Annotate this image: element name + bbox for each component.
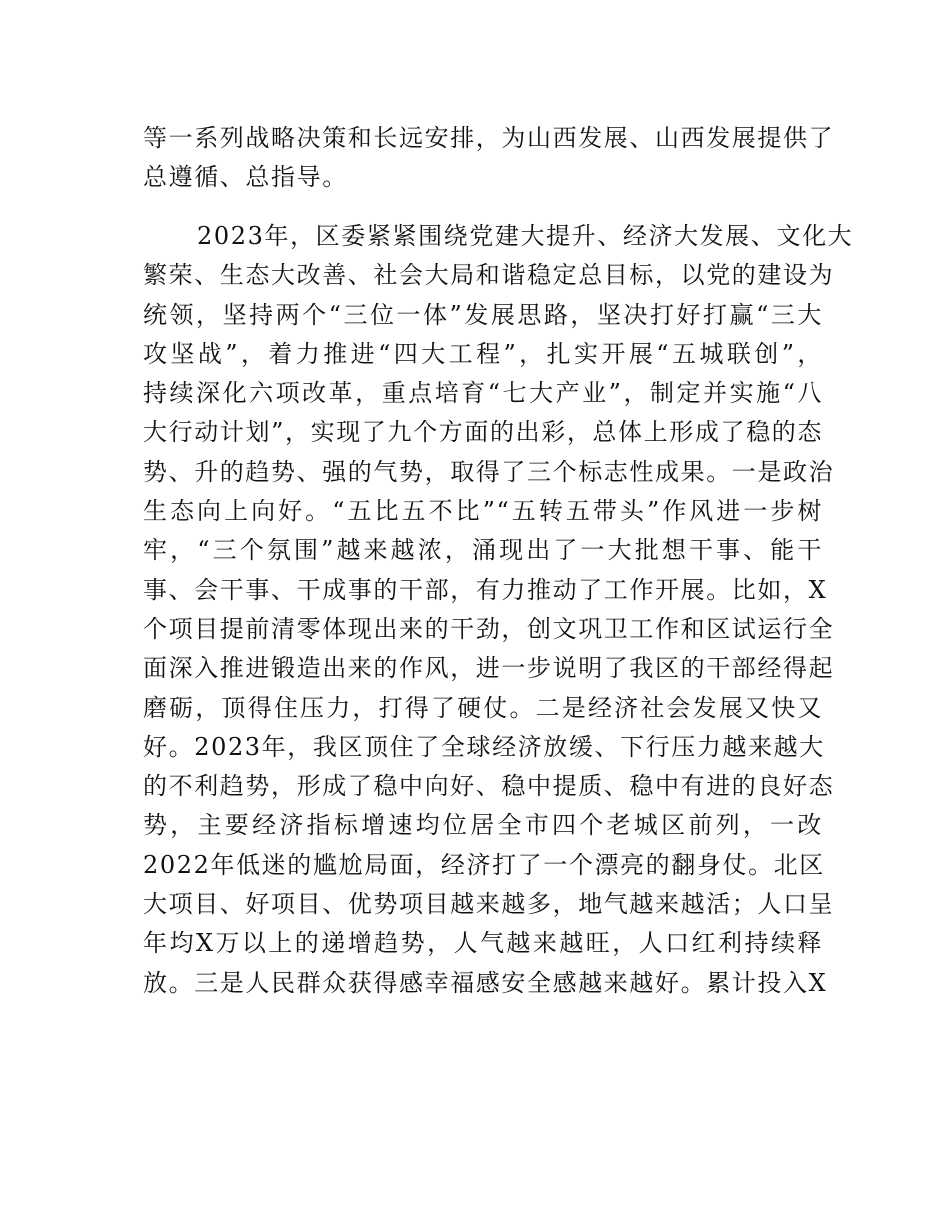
paragraph-line: 2022年低迷的尴尬局面，经济打了一个漂亮的翻身仗。北区 <box>143 850 825 879</box>
paragraph-line: 2023年，区委紧紧围绕党建大提升、经济大发展、文化大 <box>197 222 854 250</box>
paragraph-line: 生态向上向好。“五比五不比”“五转五带头”作风进一步树 <box>143 497 823 526</box>
paragraph-line: 磨砺，顶得住压力，打得了硬仗。二是经济社会发展又快又 <box>143 693 823 722</box>
paragraph-line: 牢，“三个氛围”越来越浓，涌现出了一大批想干事、能干 <box>143 536 823 565</box>
paragraph-line: 好。2023年，我区顶住了全球经济放缓、下行压力越来越大 <box>143 732 825 761</box>
paragraph-line: 个项目提前清零体现出来的干劲，创文巩卫工作和区试运行全 <box>143 614 835 643</box>
paragraph-line: 攻坚战”，着力推进“四大工程”，扎实开展“五城联创”， <box>143 339 823 368</box>
paragraph-line: 大行动计划”，实现了九个方面的出彩，总体上形成了稳的态 <box>143 418 823 447</box>
paragraph-line: 持续深化六项改革，重点培育“七大产业”，制定并实施“八 <box>143 379 823 408</box>
paragraph-line: 繁荣、生态大改善、社会大局和谐稳定总目标，以党的建设为 <box>143 261 835 290</box>
paragraph-line: 总遵循、总指导。 <box>143 163 348 192</box>
paragraph-line: 势，主要经济指标增速均位居全市四个老城区前列，一改 <box>143 811 823 840</box>
paragraph-line: 面深入推进锻造出来的作风，进一步说明了我区的干部经得起 <box>143 654 835 683</box>
paragraph-line: 的不利趋势，形成了稳中向好、稳中提质、稳中有进的良好态 <box>143 772 835 801</box>
paragraph-line: 等一系列战略决策和长远安排，为山西发展、山西发展提供了 <box>143 124 835 152</box>
paragraph-line: 放。三是人民群众获得感幸福感安全感越来越好。累计投入X <box>143 968 828 997</box>
paragraph-1 <box>143 119 835 198</box>
paragraph-line: 统领，坚持两个“三位一体”发展思路，坚决打好打赢“三大 <box>143 300 823 329</box>
paragraph-line: 势、升的趋势、强的气势，取得了三个标志性成果。一是政治 <box>143 457 835 486</box>
paragraph-2 <box>143 217 854 1003</box>
paragraph-line: 事、会干事、干成事的干部，有力推动了工作开展。比如，X <box>143 575 828 604</box>
paragraph-line: 年均X万以上的递增趋势，人气越来越旺，人口红利持续释 <box>143 929 823 958</box>
paragraph-line: 大项目、好项目、优势项目越来越多，地气越来越活；人口呈 <box>143 890 835 919</box>
